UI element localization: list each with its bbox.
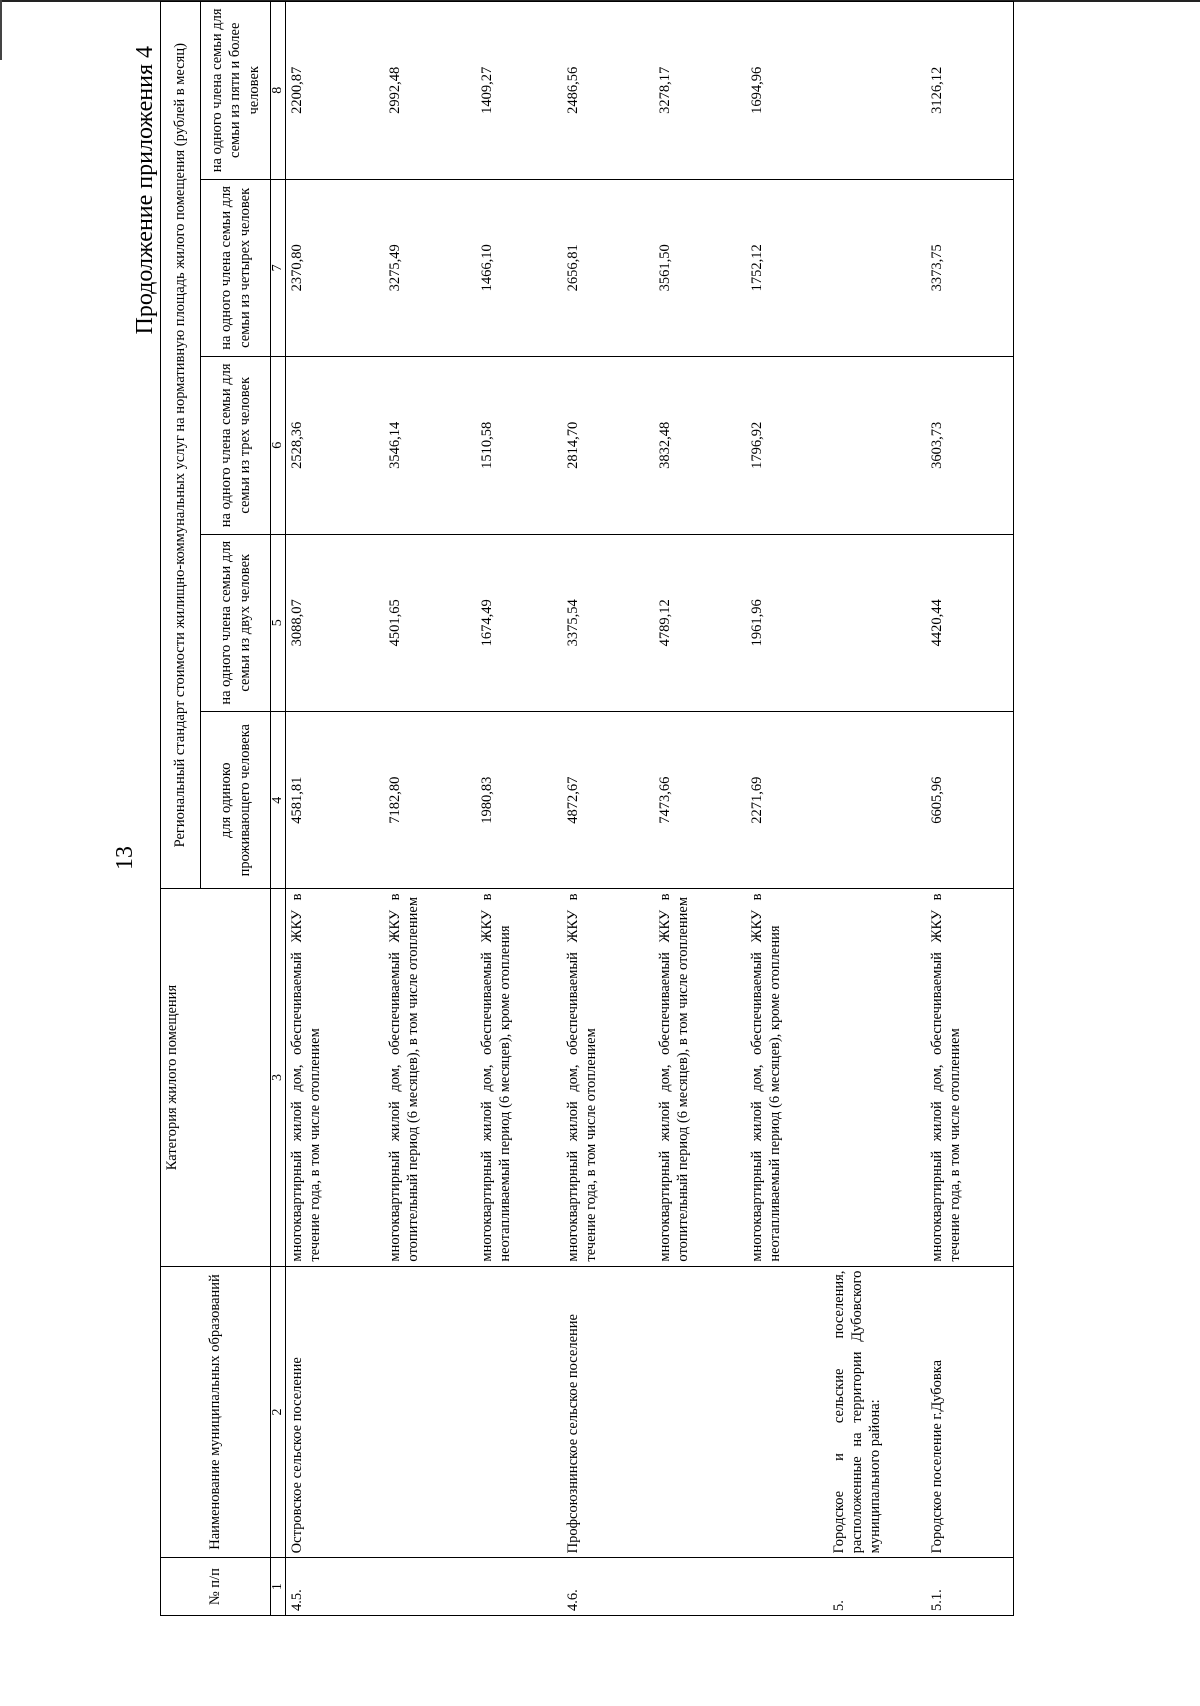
column-number: 3: [271, 889, 286, 1266]
value-three: 1796,92: [746, 357, 828, 534]
value-single: [828, 712, 926, 889]
row-number: 5.: [828, 1558, 926, 1616]
value-single: 7473,66: [654, 712, 746, 889]
housing-category: многоквартирный жилой дом, обеспечиваемый ЖКУ в течение года, в том числе отоплением: [926, 889, 1014, 1266]
header-regional-standard: Региональный стандарт стоимости жилищно-коммунальных услуг на нормативную площадь жилого помещения (рублей в месяц): [161, 2, 201, 889]
table-row: [476, 2, 562, 1616]
value-single: 6605,96: [926, 712, 1014, 889]
value-four: 3373,75: [926, 179, 1014, 356]
value-three: [828, 357, 926, 534]
table-row: [562, 2, 654, 1616]
table-row: [926, 2, 1014, 1616]
municipality-name: Островское сельское поселение: [286, 1266, 384, 1558]
table-body: [286, 2, 1014, 1616]
column-number: 2: [271, 1266, 286, 1558]
table-row: [828, 2, 926, 1616]
housing-category: многоквартирный жилой дом, обеспечиваемый ЖКУ в течение года, в том числе отоплением: [562, 889, 654, 1266]
value-five-plus: 1409,27: [476, 2, 562, 180]
header-municipality: Наименование муниципальных образований: [161, 1266, 271, 1558]
value-four: 1752,12: [746, 179, 828, 356]
value-single: 7182,80: [384, 712, 476, 889]
value-two: 1674,49: [476, 534, 562, 711]
header-number: № п/п: [161, 1558, 271, 1616]
column-number: 1: [271, 1558, 286, 1616]
value-three: 1510,58: [476, 357, 562, 534]
value-four: [828, 179, 926, 356]
value-five-plus: [828, 2, 926, 180]
municipality-name: Городское и сельские поселения, расположенные на территории Дубовского муниципального района:: [828, 1266, 926, 1558]
value-single: 1980,83: [476, 712, 562, 889]
housing-category: многоквартирный жилой дом, обеспечиваемый ЖКУ в течение года, в том числе отоплением: [286, 889, 384, 1266]
value-two: 4789,12: [654, 534, 746, 711]
value-three: 2814,70: [562, 357, 654, 534]
municipality-name: [746, 1266, 828, 1558]
table-row: [746, 2, 828, 1616]
value-five-plus: 2992,48: [384, 2, 476, 180]
table-row: [286, 2, 384, 1616]
row-number: 4.6.: [562, 1558, 654, 1616]
value-three: 2528,36: [286, 357, 384, 534]
value-five-plus: 3126,12: [926, 2, 1014, 180]
housing-category: [828, 889, 926, 1266]
value-four: 1466,10: [476, 179, 562, 356]
header-two-person: на одного члена семьи для семьи из двух человек: [201, 534, 271, 711]
value-three: 3603,73: [926, 357, 1014, 534]
value-two: 4420,44: [926, 534, 1014, 711]
column-number: 6: [271, 357, 286, 534]
header-category: Категория жилого помещения: [161, 889, 271, 1266]
housing-category: многоквартирный жилой дом, обеспечиваемый ЖКУ в отопительный период (6 месяцев), в том числе отоплением: [384, 889, 476, 1266]
value-four: 2370,80: [286, 179, 384, 356]
housing-category: многоквартирный жилой дом, обеспечиваемый ЖКУ в отопительный период (6 месяцев), в том числе отоплением: [654, 889, 746, 1266]
value-single: 4581,81: [286, 712, 384, 889]
municipality-name: [654, 1266, 746, 1558]
continuation-title: Продолжение приложения 4: [132, 46, 158, 335]
column-number: 8: [271, 2, 286, 180]
header-five-plus-person: на одного члена семьи для семьи из пяти и более человек: [201, 2, 271, 180]
row-number: [476, 1558, 562, 1616]
column-number: 5: [271, 534, 286, 711]
value-two: 4501,65: [384, 534, 476, 711]
tariff-table: [160, 1, 1014, 1616]
value-two: 3088,07: [286, 534, 384, 711]
header-single-person: для одиноко проживающего человека: [201, 712, 271, 889]
row-number: [654, 1558, 746, 1616]
table-row: [384, 2, 476, 1616]
municipality-name: Профсоюзнинское сельское поселение: [562, 1266, 654, 1558]
value-three: 3546,14: [384, 357, 476, 534]
value-two: [828, 534, 926, 711]
row-number: [746, 1558, 828, 1616]
municipality-name: Городское поселение г.Дубовка: [926, 1266, 1014, 1558]
value-two: 3375,54: [562, 534, 654, 711]
column-number: 4: [271, 712, 286, 889]
header-four-person: на одного члена семьи для семьи из четырех человек: [201, 179, 271, 356]
header-three-person: на одного члена семьи для семьи из трех человек: [201, 357, 271, 534]
table-row: [654, 2, 746, 1616]
value-five-plus: 1694,96: [746, 2, 828, 180]
value-single: 2271,69: [746, 712, 828, 889]
municipality-name: [384, 1266, 476, 1558]
row-number: 4.5.: [286, 1558, 384, 1616]
page-number: 13: [112, 846, 138, 870]
row-number: 5.1.: [926, 1558, 1014, 1616]
row-number: [384, 1558, 476, 1616]
value-four: 3561,50: [654, 179, 746, 356]
value-five-plus: 2486,56: [562, 2, 654, 180]
value-two: 1961,96: [746, 534, 828, 711]
value-three: 3832,48: [654, 357, 746, 534]
column-number: 7: [271, 179, 286, 356]
value-single: 4872,67: [562, 712, 654, 889]
value-four: 2656,81: [562, 179, 654, 356]
value-four: 3275,49: [384, 179, 476, 356]
housing-category: многоквартирный жилой дом, обеспечиваемый ЖКУ в неотапливаемый период (6 месяцев), кроме отопления: [746, 889, 828, 1266]
value-five-plus: 3278,17: [654, 2, 746, 180]
value-five-plus: 2200,87: [286, 2, 384, 180]
municipality-name: [476, 1266, 562, 1558]
housing-category: многоквартирный жилой дом, обеспечиваемый ЖКУ в неотапливаемый период (6 месяцев), кроме отопления: [476, 889, 562, 1266]
